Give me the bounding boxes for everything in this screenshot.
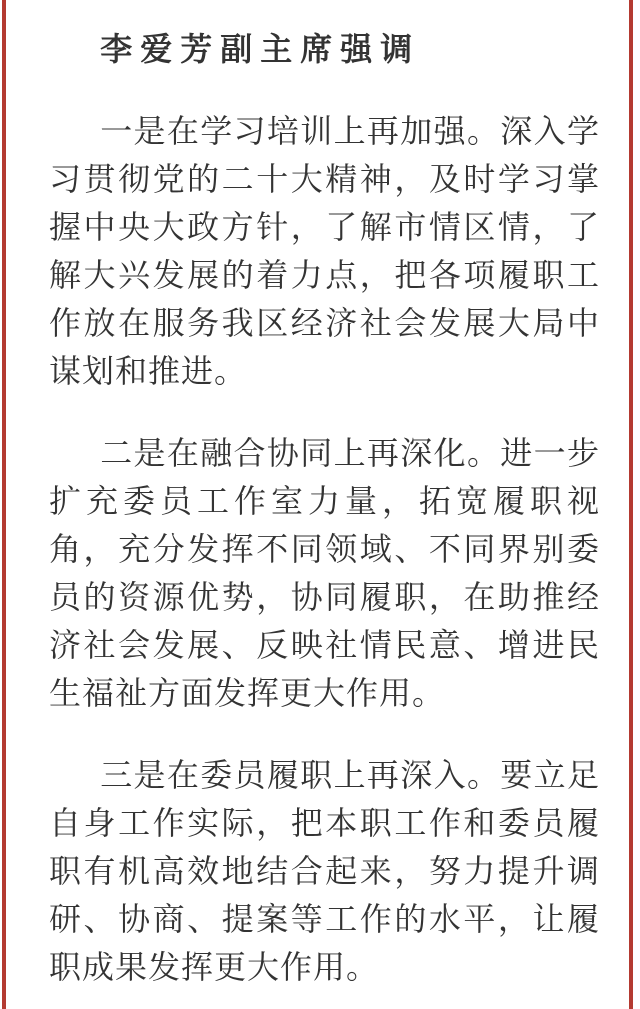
article-paragraph-1: 一是在学习培训上再加强。深入学习贯彻党的二十大精神，及时学习掌握中央大政方针，了解市情区情，了解大兴发展的着力点，把各项履职工作放在服务我区经济社会发展大局中谋划和推进。 bbox=[49, 113, 600, 389]
article-heading: 李爱芳副主席强调 bbox=[100, 31, 421, 67]
article-paragraph-2: 二是在融合协同上再深化。进一步扩充委员工作室力量，拓宽履职视角，充分发挥不同领域、不同界别委员的资源优势，协同履职，在助推经济社会发展、反映社情民意、增进民生福祉方面发挥更大作用。 bbox=[49, 435, 600, 711]
right-border-rule bbox=[629, 0, 633, 1009]
article-paragraph-3: 三是在委员履职上再深入。要立足自身工作实际，把本职工作和委员履职有机高效地结合起来，努力提升调研、协商、提案等工作的水平，让履职成果发挥更大作用。 bbox=[49, 757, 600, 985]
article-body bbox=[49, 25, 600, 991]
left-border-rule bbox=[2, 0, 6, 1009]
